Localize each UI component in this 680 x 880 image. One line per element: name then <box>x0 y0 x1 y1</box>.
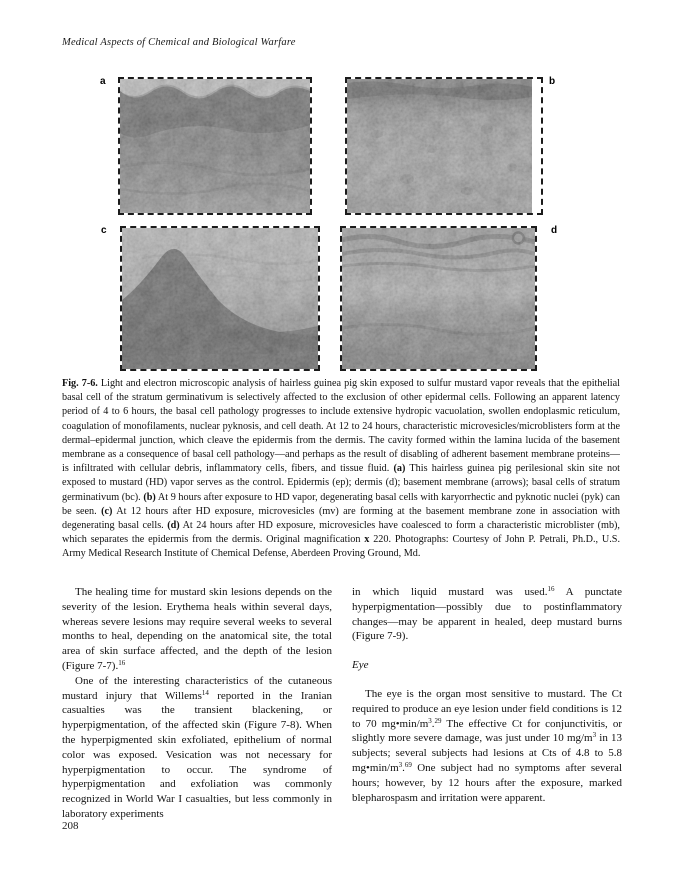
text-segment: in 13 subjects; several subjects had lesions at Cts of 4.8 to 5.8 mg•min/m <box>352 732 622 774</box>
paragraph <box>352 585 622 644</box>
text-segment: The effective Ct for conjunctivitis, or slightly more severe damage, was just under 10 mg/m <box>352 717 622 745</box>
text-segment: (d) <box>167 520 180 532</box>
text-segment: At 9 hours after exposure to HD vapor, degenerating basal cells with karyorrhectic and pyknotic nuclei (pyk) can be seen. <box>62 491 620 517</box>
micrograph-image-d <box>342 228 535 369</box>
micrograph-image-c <box>122 228 318 369</box>
text-segment: in which liquid mustard was used. <box>352 586 548 598</box>
text-segment: (a) <box>393 463 406 475</box>
reference-superscript: 3 <box>398 760 403 769</box>
body-column-left <box>62 585 332 822</box>
text-segment: This hairless guinea pig perilesional skin site not exposed to mustard (HD) vapor serves as the control. Epidermis (ep); dermis (d); basement membrane (arrows); basal cells of stratum germinativum (bc). <box>62 463 620 503</box>
paragraph <box>62 585 332 674</box>
micrograph-panel-c <box>120 226 320 371</box>
paragraph <box>62 674 332 822</box>
text-segment: A punctate hyperpigmentation—possibly due to postinflammatory changes—may be apparent in healed, deep mustard burns (Figure 7-9). <box>352 586 622 643</box>
figure-caption <box>62 377 620 562</box>
reference-superscript: 16 <box>118 658 126 667</box>
micrograph-panel-d <box>340 226 537 371</box>
text-segment: Fig. 7-6. <box>62 378 98 389</box>
text-segment: x <box>364 534 370 546</box>
reference-superscript: 16 <box>547 585 555 593</box>
micrograph-panel-b <box>345 77 543 215</box>
text-segment: The eye is the organ most sensitive to mustard. The Ct required to produce an eye lesion under field conditions is 12 to 70 mg•min/m <box>352 687 622 730</box>
micrograph-panel-a <box>118 77 312 215</box>
text-segment: (c) <box>101 505 113 517</box>
panel-label-a: a <box>100 76 106 87</box>
text-segment: reported in the Iranian casualties was the transient blackening, or hyperpigmentation, of the affected skin (Figure 7-8). When the hyperpigmented skin exfoliated, epithelium of normal color was exposed. Vesication was not necessary for hyperpigmentation to occur. The syndrome of hyperpigmentation and exfoliation was commonly recognized in World War I casualties, but less commonly in laboratory experiments <box>62 689 332 820</box>
text-segment: Light and electron microscopic analysis of hairless guinea pig skin exposed to sulfur mustard vapor reveals that the epithelial basal cell of the stratum germinativum is selectively affected to the exclusion of other epidermal cells. Following an apparent latency period of 4 to 6 hours, the basal cell pathology progresses to include extensive hydropic vacuolation, swollen endoplasmic reticulum, coagulation of monofilaments, nuclear pyknosis, and cell death. At 12 to 24 hours, characteristic microvesicles/microblisters form at the dermal–epidermal junction, which cleave the epidermis from the dermis. The cavity formed within the lamina lucida of the basement membrane as a consequence of basal cell pathology—and perhaps as the result of disabling of adherent basement membrane proteins—is infiltrated with cellular debris, inflammatory cells, fibers, and tissue fluid. <box>62 378 620 475</box>
reference-superscript: 69 <box>404 760 412 769</box>
text-segment: One of the interesting characteristics of the cutaneous mustard injury that Willems <box>62 674 332 702</box>
micrograph-image-b <box>347 79 532 213</box>
running-head: Medical Aspects of Chemical and Biological Warfare <box>62 37 296 48</box>
text-segment: . <box>431 717 435 730</box>
panel-label-b: b <box>549 76 556 87</box>
text-segment: At 12 hours after HD exposure, microvesicles (mv) are forming at the basement membrane zone in association with degenerating basal cells. <box>62 505 621 532</box>
text-segment: The healing time for mustard skin lesions depends on the severity of the lesion. Erythema heals within several days, whereas severe lesions may require several weeks to several months to heal, depending on the anatomical site, the total area of skin surface affected, and the depth of the lesion (Figure 7-7). <box>62 586 332 672</box>
reference-superscript: 3 <box>592 731 597 740</box>
micrograph-image-a <box>120 79 310 213</box>
text-segment: At 24 hours after HD exposure, microvesicles have coalesced to form a characteristic microblister (mb), which separates the epidermis from the dermis. Original magnification <box>62 520 620 546</box>
text-segment: (b) <box>143 491 156 503</box>
reference-superscript: 14 <box>201 688 209 697</box>
panel-label-c: c <box>101 225 107 236</box>
panel-label-d: d <box>551 225 558 236</box>
paragraph <box>352 687 622 805</box>
page-number: 208 <box>62 820 79 832</box>
text-segment: 220. Photographs: Courtesy of John P. Petrali, Ph.D., U.S. Army Medical Research Institute of Chemical Defense, Aberdeen Proving Ground, Md. <box>62 534 620 560</box>
text-segment: . <box>402 761 405 774</box>
body-column-right <box>352 585 622 805</box>
reference-superscript: 29 <box>434 716 442 725</box>
reference-superscript: 3 <box>428 716 432 725</box>
text-segment: One subject had no symptoms after several hours; however, by 12 hours after the exposure, marked blepharospasm and irritation were apparent. <box>352 761 622 804</box>
section-heading: Eye <box>352 659 369 672</box>
